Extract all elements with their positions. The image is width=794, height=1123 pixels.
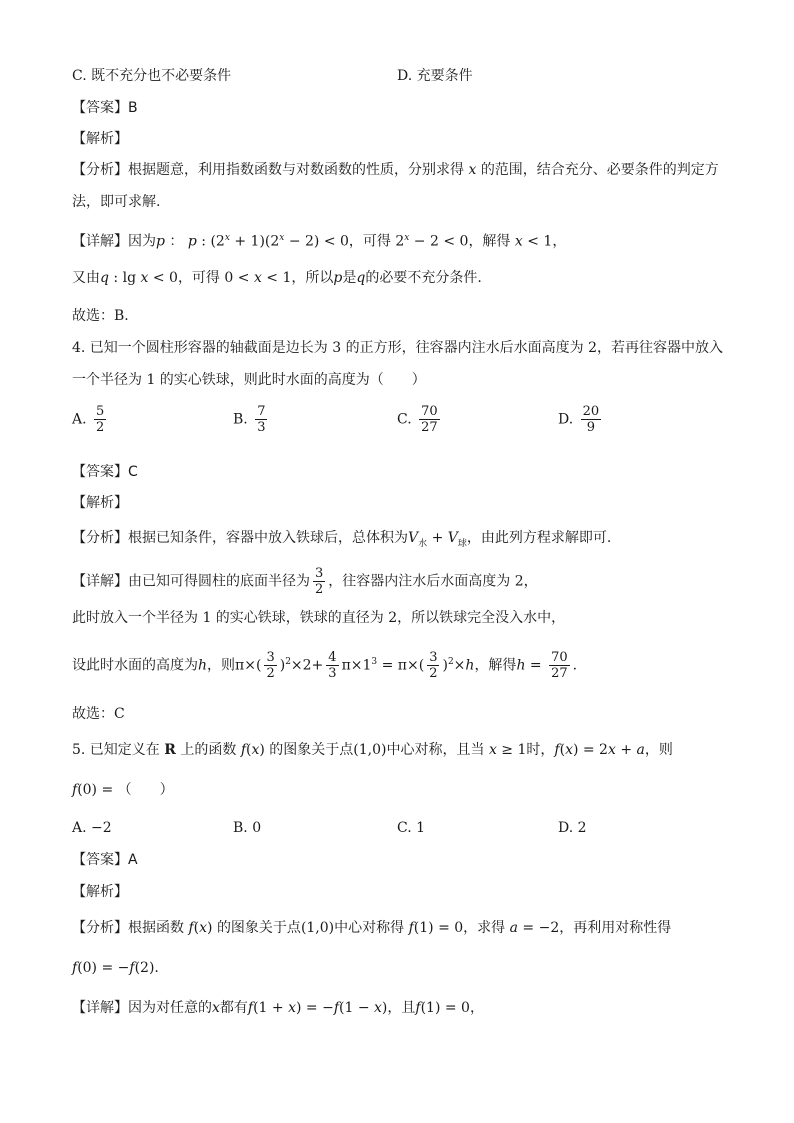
- q4-option-a: A. $\frac{5}{2}$: [72, 404, 105, 435]
- q3-analysis-heading: 【解析】: [72, 131, 128, 147]
- q5-option-d: D. 2: [558, 820, 587, 836]
- q5-option-b: B. 0: [233, 820, 262, 836]
- q3-option-d: D. 充要条件: [397, 68, 473, 84]
- q5-fenxi-line1: 【分析】根据函数 f(x) 的图象关于点(1,0)中心对称得 f(1) = 0，求得 a = −2，再利用对称性得: [72, 920, 672, 936]
- q3-fenxi-line1: 【分析】根据题意，利用指数函数与对数函数的性质，分别求得 x 的范围，结合充分、必要条件的判定方: [72, 162, 719, 178]
- q5-option-c: C. 1: [397, 820, 426, 836]
- q3-answer: 【答案】B: [72, 100, 138, 116]
- q5-stem-line2: f(0) = （ ）: [72, 782, 174, 798]
- q5-fenxi-line2: f(0) = −f(2).: [72, 960, 159, 976]
- q5-analysis-heading: 【解析】: [72, 884, 128, 900]
- q3-xiangjie-line2: 又由q : lg x < 0，可得 0 < x < 1，所以p是q的必要不充分条件.: [72, 270, 482, 286]
- q4-option-c: C. $\frac{70}{27}$: [397, 404, 438, 435]
- q3-fenxi-line2: 法，即可求解.: [72, 194, 161, 210]
- q4-option-d: D. $\frac{20}{9}$: [558, 404, 600, 435]
- q4-analysis-heading: 【解析】: [72, 495, 128, 511]
- fenxi-tag: 【分析】: [72, 162, 128, 178]
- q4-stem-line2: 一个半径为 1 的实心铁球，则此时水面的高度为（ ）: [72, 372, 426, 388]
- q4-xiangjie-line2: 此时放入一个半径为 1 的实心铁球，铁球的直径为 2，所以铁球完全没入水中，: [72, 610, 566, 626]
- q5-stem-line1: 5. 已知定义在 R 上的函数 f(x) 的图象关于点(1,0)中心对称，且当 x ≥ 1时，f(x) = 2x + a，则: [72, 742, 673, 758]
- q3-xiangjie-line1: 【详解】因为p ： p : $(2^x + 1)(2^x - 2) < 0$，可得 $2^x - 2 < 0$，解得 x < 1，: [72, 233, 567, 250]
- q4-xiangjie-line3: 设此时水面的高度为h，则π×( $\frac{3}{2}$ )$^2$×2+ $\frac{4}{3}$ $\pi\times 1^3 = \pi\times$( $\frac{3}{2}$ )$^2$×h，解得h = $\frac{70}{27}$ .: [72, 650, 578, 681]
- q5-xiangjie-line1: 【详解】因为对任意的x都有f(1 + x) = −f(1 − x)，且f(1) = 0，: [72, 1000, 484, 1016]
- q5-answer: 【答案】A: [72, 852, 138, 868]
- q4-answer: 【答案】C: [72, 464, 138, 480]
- q4-option-b: B. $\frac{7}{3}$: [233, 404, 266, 435]
- q4-stem-line1: 4. 已知一个圆柱形容器的轴截面是边长为 3 的正方形，往容器内注水后水面高度为 2，若再往容器中放入: [72, 340, 723, 356]
- q3-conclusion: 故选：B.: [72, 308, 129, 324]
- q5-option-a: A. −2: [72, 820, 112, 836]
- q3-option-c: C. 既不充分也不必要条件: [72, 68, 232, 84]
- q4-xiangjie-line1: 【详解】由已知可得圆柱的底面半径为 $\frac{3}{2}$ ，往容器内注水后水面高度为 2，: [72, 566, 538, 597]
- q4-fenxi: 【分析】根据已知条件，容器中放入铁球后，总体积为$V_水 + V_球$，由此列方程求解即可.: [72, 530, 612, 549]
- q4-conclusion: 故选：C: [72, 706, 125, 722]
